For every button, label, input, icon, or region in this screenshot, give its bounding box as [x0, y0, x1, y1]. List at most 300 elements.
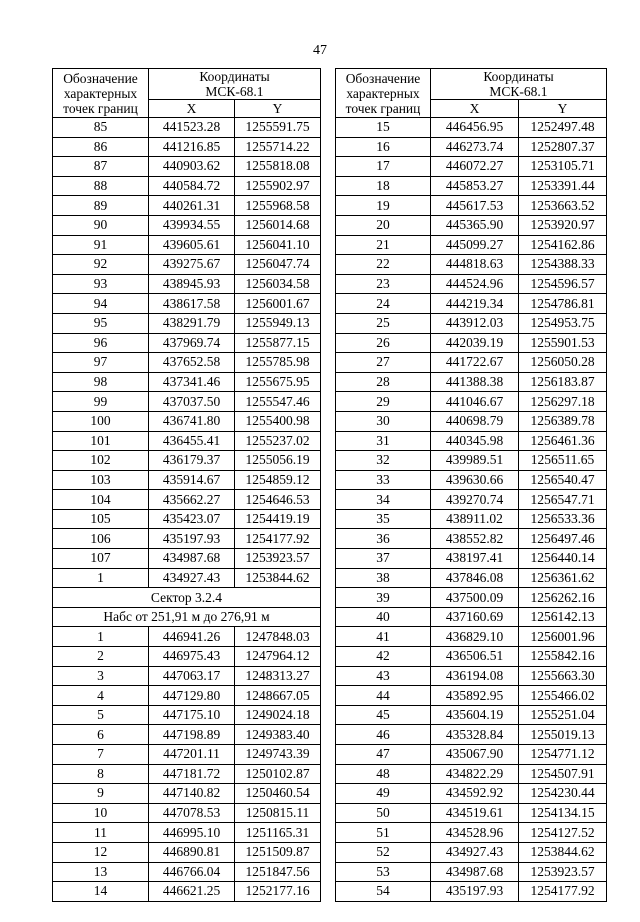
y-coordinate-cell: 1256050.28	[519, 353, 607, 373]
y-coordinate-cell: 1256511.65	[519, 451, 607, 471]
y-coordinate-cell: 1256540.47	[519, 470, 607, 490]
point-id-cell: 15	[336, 118, 431, 138]
y-coordinate-cell: 1255237.02	[235, 431, 321, 451]
table-row	[53, 196, 321, 216]
y-coordinate-cell: 1256034.58	[235, 274, 321, 294]
y-coordinate-cell: 1255400.98	[235, 411, 321, 431]
y-coordinate-cell: 1256440.14	[519, 549, 607, 569]
x-coordinate-cell: 446890.81	[149, 842, 235, 862]
x-coordinate-cell: 442039.19	[431, 333, 519, 353]
x-coordinate-cell: 441523.28	[149, 118, 235, 138]
y-coordinate-cell: 1256047.74	[235, 255, 321, 275]
table-row	[53, 274, 321, 294]
point-id-cell: 5	[53, 705, 149, 725]
table-row	[336, 686, 607, 706]
point-id-cell: 36	[336, 529, 431, 549]
x-column-header: X	[149, 100, 235, 118]
x-coordinate-cell: 446975.43	[149, 647, 235, 667]
x-coordinate-cell: 447078.53	[149, 803, 235, 823]
point-id-cell: 87	[53, 157, 149, 177]
y-coordinate-cell: 1253105.71	[519, 157, 607, 177]
x-coordinate-cell: 446941.26	[149, 627, 235, 647]
y-coordinate-cell: 1254786.81	[519, 294, 607, 314]
y-coordinate-cell: 1256001.96	[519, 627, 607, 647]
y-coordinate-cell: 1255949.13	[235, 313, 321, 333]
x-coordinate-cell: 435914.67	[149, 470, 235, 490]
table-row	[53, 666, 321, 686]
x-coordinate-cell: 441216.85	[149, 137, 235, 157]
table-row	[336, 784, 607, 804]
table-row	[53, 568, 321, 588]
y-coordinate-cell: 1250460.54	[235, 784, 321, 804]
point-id-cell: 102	[53, 451, 149, 471]
table-row	[336, 118, 607, 138]
x-coordinate-cell: 447129.80	[149, 686, 235, 706]
x-coordinate-cell: 445853.27	[431, 176, 519, 196]
table-row	[336, 588, 607, 608]
x-coordinate-cell: 447140.82	[149, 784, 235, 804]
y-coordinate-cell: 1255785.98	[235, 353, 321, 373]
point-id-cell: 90	[53, 215, 149, 235]
point-id-cell: 45	[336, 705, 431, 725]
x-coordinate-cell: 445617.53	[431, 196, 519, 216]
point-id-cell: 107	[53, 549, 149, 569]
point-id-cell: 104	[53, 490, 149, 510]
table-row	[53, 705, 321, 725]
table-row	[336, 529, 607, 549]
x-coordinate-cell: 447198.89	[149, 725, 235, 745]
x-coordinate-cell: 447063.17	[149, 666, 235, 686]
table-row	[336, 627, 607, 647]
x-coordinate-cell: 446456.95	[431, 118, 519, 138]
point-id-cell: 35	[336, 509, 431, 529]
y-coordinate-cell: 1254419.19	[235, 509, 321, 529]
table-row	[53, 392, 321, 412]
y-coordinate-cell: 1252497.48	[519, 118, 607, 138]
x-coordinate-cell: 436455.41	[149, 431, 235, 451]
x-coordinate-cell: 434987.68	[431, 862, 519, 882]
y-coordinate-cell: 1247964.12	[235, 647, 321, 667]
table-row	[336, 431, 607, 451]
coordinates-table-left	[52, 68, 321, 902]
y-coordinate-cell: 1255901.53	[519, 333, 607, 353]
x-coordinate-cell: 439934.55	[149, 215, 235, 235]
y-coordinate-cell: 1254134.15	[519, 803, 607, 823]
x-coordinate-cell: 435197.93	[431, 882, 519, 902]
point-id-cell: 39	[336, 588, 431, 608]
x-column-header: X	[431, 100, 519, 118]
point-id-cell: 16	[336, 137, 431, 157]
table-row	[336, 137, 607, 157]
point-id-cell: 4	[53, 686, 149, 706]
y-coordinate-cell: 1248313.27	[235, 666, 321, 686]
y-coordinate-cell: 1253920.97	[519, 215, 607, 235]
point-id-cell: 51	[336, 823, 431, 843]
x-coordinate-cell: 434987.68	[149, 549, 235, 569]
x-coordinate-cell: 444818.63	[431, 255, 519, 275]
table-row	[336, 392, 607, 412]
point-id-cell: 100	[53, 411, 149, 431]
point-id-cell: 46	[336, 725, 431, 745]
table-row	[336, 157, 607, 177]
x-coordinate-cell: 447201.11	[149, 745, 235, 765]
y-coordinate-cell: 1254162.86	[519, 235, 607, 255]
table-row	[53, 686, 321, 706]
y-coordinate-cell: 1256497.46	[519, 529, 607, 549]
point-id-cell: 32	[336, 451, 431, 471]
table-row	[53, 862, 321, 882]
x-coordinate-cell: 438197.41	[431, 549, 519, 569]
x-coordinate-cell: 435067.90	[431, 745, 519, 765]
page-number: 47	[313, 43, 327, 58]
coordinates-header	[149, 69, 321, 100]
point-id-cell: 42	[336, 647, 431, 667]
point-id-cell: 8	[53, 764, 149, 784]
y-coordinate-cell: 1255056.19	[235, 451, 321, 471]
table-row	[336, 862, 607, 882]
point-id-cell: 23	[336, 274, 431, 294]
x-coordinate-cell: 434528.96	[431, 823, 519, 843]
table-row	[53, 294, 321, 314]
point-id-cell: 25	[336, 313, 431, 333]
table-row	[336, 823, 607, 843]
y-coordinate-cell: 1256533.36	[519, 509, 607, 529]
x-coordinate-cell: 435423.07	[149, 509, 235, 529]
x-coordinate-cell: 440698.79	[431, 411, 519, 431]
table-row	[336, 176, 607, 196]
x-coordinate-cell: 444524.96	[431, 274, 519, 294]
designation-header	[336, 69, 431, 118]
table-row	[53, 549, 321, 569]
table-row	[336, 764, 607, 784]
designation-header-line: Обозначение	[345, 70, 421, 86]
point-id-cell: 54	[336, 882, 431, 902]
x-coordinate-cell: 446072.27	[431, 157, 519, 177]
table-row	[53, 725, 321, 745]
y-coordinate-cell: 1254859.12	[235, 470, 321, 490]
x-coordinate-cell: 440261.31	[149, 196, 235, 216]
x-coordinate-cell: 437341.46	[149, 372, 235, 392]
point-id-cell: 30	[336, 411, 431, 431]
point-id-cell: 28	[336, 372, 431, 392]
y-coordinate-cell: 1256361.62	[519, 568, 607, 588]
y-coordinate-cell: 1254388.33	[519, 255, 607, 275]
table-row	[53, 823, 321, 843]
table-row	[53, 313, 321, 333]
coordinates-header-line: Координаты	[483, 69, 554, 84]
point-id-cell: 27	[336, 353, 431, 373]
y-coordinate-cell: 1249743.39	[235, 745, 321, 765]
coordinates-header	[431, 69, 607, 100]
table-row	[53, 784, 321, 804]
x-coordinate-cell: 437500.09	[431, 588, 519, 608]
table-row	[53, 647, 321, 667]
point-id-cell: 7	[53, 745, 149, 765]
point-id-cell: 34	[336, 490, 431, 510]
point-id-cell: 3	[53, 666, 149, 686]
point-id-cell: 91	[53, 235, 149, 255]
x-coordinate-cell: 434927.43	[149, 568, 235, 588]
y-coordinate-cell: 1256461.36	[519, 431, 607, 451]
x-coordinate-cell: 436741.80	[149, 411, 235, 431]
y-coordinate-cell: 1254127.52	[519, 823, 607, 843]
table-row	[53, 745, 321, 765]
coordinates-header-line: Координаты	[199, 69, 270, 84]
table-row	[53, 451, 321, 471]
designation-header-line: точек границ	[63, 100, 138, 116]
table-row	[53, 157, 321, 177]
point-id-cell: 95	[53, 313, 149, 333]
point-id-cell: 47	[336, 745, 431, 765]
x-coordinate-cell: 443912.03	[431, 313, 519, 333]
point-id-cell: 98	[53, 372, 149, 392]
point-id-cell: 52	[336, 842, 431, 862]
point-id-cell: 106	[53, 529, 149, 549]
point-id-cell: 101	[53, 431, 149, 451]
y-coordinate-cell: 1256001.67	[235, 294, 321, 314]
point-id-cell: 2	[53, 647, 149, 667]
x-coordinate-cell: 435328.84	[431, 725, 519, 745]
table-row	[53, 137, 321, 157]
point-id-cell: 29	[336, 392, 431, 412]
designation-header-line: характерных	[346, 85, 420, 101]
table-row	[53, 333, 321, 353]
point-id-cell: 105	[53, 509, 149, 529]
y-coordinate-cell: 1255251.04	[519, 705, 607, 725]
point-id-cell: 50	[336, 803, 431, 823]
table-row	[336, 509, 607, 529]
table-row	[336, 666, 607, 686]
x-coordinate-cell: 444219.34	[431, 294, 519, 314]
x-coordinate-cell: 435892.95	[431, 686, 519, 706]
x-coordinate-cell: 437160.69	[431, 607, 519, 627]
x-coordinate-cell: 441046.67	[431, 392, 519, 412]
y-coordinate-cell: 1255818.08	[235, 157, 321, 177]
point-id-cell: 43	[336, 666, 431, 686]
x-coordinate-cell: 435662.27	[149, 490, 235, 510]
x-coordinate-cell: 436829.10	[431, 627, 519, 647]
y-coordinate-cell: 1253844.62	[235, 568, 321, 588]
table-row	[53, 431, 321, 451]
table-row	[336, 451, 607, 471]
y-coordinate-cell: 1254953.75	[519, 313, 607, 333]
point-id-cell: 86	[53, 137, 149, 157]
x-coordinate-cell: 437037.50	[149, 392, 235, 412]
section-row	[53, 588, 321, 608]
table-row	[336, 549, 607, 569]
table-row	[336, 607, 607, 627]
x-coordinate-cell: 438617.58	[149, 294, 235, 314]
y-coordinate-cell: 1254596.57	[519, 274, 607, 294]
y-coordinate-cell: 1255877.15	[235, 333, 321, 353]
point-id-cell: 41	[336, 627, 431, 647]
y-coordinate-cell: 1252807.37	[519, 137, 607, 157]
y-coordinate-cell: 1254646.53	[235, 490, 321, 510]
x-coordinate-cell: 438291.79	[149, 313, 235, 333]
y-coordinate-cell: 1255547.46	[235, 392, 321, 412]
point-id-cell: 18	[336, 176, 431, 196]
x-coordinate-cell: 445365.90	[431, 215, 519, 235]
x-coordinate-cell: 447175.10	[149, 705, 235, 725]
x-coordinate-cell: 437846.08	[431, 568, 519, 588]
table-row	[336, 196, 607, 216]
table-row	[53, 215, 321, 235]
table-row	[336, 470, 607, 490]
x-coordinate-cell: 434822.29	[431, 764, 519, 784]
point-id-cell: 48	[336, 764, 431, 784]
point-id-cell: 40	[336, 607, 431, 627]
table-row	[53, 764, 321, 784]
table-row	[53, 529, 321, 549]
coordinates-header-line: МСК-68.1	[205, 84, 264, 99]
point-id-cell: 20	[336, 215, 431, 235]
table-row	[336, 353, 607, 373]
point-id-cell: 21	[336, 235, 431, 255]
table-row	[336, 647, 607, 667]
point-id-cell: 12	[53, 842, 149, 862]
table-row	[53, 118, 321, 138]
x-coordinate-cell: 439989.51	[431, 451, 519, 471]
coordinates-table-right	[335, 68, 607, 902]
y-coordinate-cell: 1250815.11	[235, 803, 321, 823]
y-coordinate-cell: 1254507.91	[519, 764, 607, 784]
point-id-cell: 19	[336, 196, 431, 216]
y-coordinate-cell: 1250102.87	[235, 764, 321, 784]
y-column-header: Y	[519, 100, 607, 118]
table-row	[53, 255, 321, 275]
table-row	[53, 470, 321, 490]
point-id-cell: 6	[53, 725, 149, 745]
designation-header-line: точек границ	[345, 100, 421, 116]
y-coordinate-cell: 1256183.87	[519, 372, 607, 392]
point-id-cell: 97	[53, 353, 149, 373]
x-coordinate-cell: 434592.92	[431, 784, 519, 804]
y-coordinate-cell: 1256041.10	[235, 235, 321, 255]
designation-header	[53, 69, 149, 118]
point-id-cell: 13	[53, 862, 149, 882]
y-coordinate-cell: 1255968.58	[235, 196, 321, 216]
table-row	[336, 274, 607, 294]
x-coordinate-cell: 438552.82	[431, 529, 519, 549]
table-row	[336, 725, 607, 745]
y-coordinate-cell: 1252177.16	[235, 882, 321, 902]
point-id-cell: 31	[336, 431, 431, 451]
point-id-cell: 24	[336, 294, 431, 314]
y-coordinate-cell: 1247848.03	[235, 627, 321, 647]
x-coordinate-cell: 435604.19	[431, 705, 519, 725]
point-id-cell: 37	[336, 549, 431, 569]
x-coordinate-cell: 446766.04	[149, 862, 235, 882]
table-row	[336, 313, 607, 333]
y-coordinate-cell: 1256389.78	[519, 411, 607, 431]
point-id-cell: 85	[53, 118, 149, 138]
x-coordinate-cell: 438911.02	[431, 509, 519, 529]
x-coordinate-cell: 439275.67	[149, 255, 235, 275]
x-coordinate-cell: 439605.61	[149, 235, 235, 255]
x-coordinate-cell: 437969.74	[149, 333, 235, 353]
table-row	[336, 255, 607, 275]
x-coordinate-cell: 435197.93	[149, 529, 235, 549]
x-coordinate-cell: 446995.10	[149, 823, 235, 843]
point-id-cell: 1	[53, 627, 149, 647]
x-coordinate-cell: 438945.93	[149, 274, 235, 294]
y-coordinate-cell: 1255714.22	[235, 137, 321, 157]
point-id-cell: 99	[53, 392, 149, 412]
x-coordinate-cell: 434927.43	[431, 842, 519, 862]
point-id-cell: 96	[53, 333, 149, 353]
designation-header-line: характерных	[63, 85, 138, 101]
x-coordinate-cell: 440903.62	[149, 157, 235, 177]
x-coordinate-cell: 436179.37	[149, 451, 235, 471]
y-coordinate-cell: 1251847.56	[235, 862, 321, 882]
point-id-cell: 103	[53, 470, 149, 490]
y-coordinate-cell: 1254771.12	[519, 745, 607, 765]
x-coordinate-cell: 441388.38	[431, 372, 519, 392]
table-row	[53, 509, 321, 529]
point-id-cell: 88	[53, 176, 149, 196]
coordinates-header-line: МСК-68.1	[489, 84, 548, 99]
point-id-cell: 93	[53, 274, 149, 294]
table-row	[336, 215, 607, 235]
point-id-cell: 53	[336, 862, 431, 882]
y-coordinate-cell: 1249383.40	[235, 725, 321, 745]
x-coordinate-cell: 446273.74	[431, 137, 519, 157]
table-row	[336, 490, 607, 510]
table-row	[53, 882, 321, 902]
x-coordinate-cell: 439630.66	[431, 470, 519, 490]
point-id-cell: 11	[53, 823, 149, 843]
y-coordinate-cell: 1249024.18	[235, 705, 321, 725]
table-row	[336, 705, 607, 725]
table-row	[53, 627, 321, 647]
table-row	[336, 842, 607, 862]
y-coordinate-cell: 1248667.05	[235, 686, 321, 706]
point-id-cell: 17	[336, 157, 431, 177]
point-id-cell: 49	[336, 784, 431, 804]
point-id-cell: 1	[53, 568, 149, 588]
section-title: Сектор 3.2.4	[53, 588, 321, 608]
y-coordinate-cell: 1253663.52	[519, 196, 607, 216]
x-coordinate-cell: 439270.74	[431, 490, 519, 510]
table-row	[53, 842, 321, 862]
y-coordinate-cell: 1253923.57	[235, 549, 321, 569]
table-row	[53, 235, 321, 255]
y-coordinate-cell: 1253844.62	[519, 842, 607, 862]
table-row	[336, 568, 607, 588]
y-coordinate-cell: 1253923.57	[519, 862, 607, 882]
table-row	[336, 235, 607, 255]
table-row	[53, 411, 321, 431]
x-coordinate-cell: 445099.27	[431, 235, 519, 255]
point-id-cell: 38	[336, 568, 431, 588]
point-id-cell: 14	[53, 882, 149, 902]
y-coordinate-cell: 1256142.13	[519, 607, 607, 627]
y-coordinate-cell: 1255902.97	[235, 176, 321, 196]
designation-header-line: Обозначение	[63, 70, 138, 86]
table-row	[53, 372, 321, 392]
section-subtitle: Набс от 251,91 м до 276,91 м	[53, 607, 321, 627]
table-row	[53, 490, 321, 510]
table-row	[53, 176, 321, 196]
point-id-cell: 26	[336, 333, 431, 353]
point-id-cell: 44	[336, 686, 431, 706]
y-column-header: Y	[235, 100, 321, 118]
table-row	[336, 882, 607, 902]
y-coordinate-cell: 1254177.92	[235, 529, 321, 549]
point-id-cell: 33	[336, 470, 431, 490]
x-coordinate-cell: 447181.72	[149, 764, 235, 784]
y-coordinate-cell: 1254177.92	[519, 882, 607, 902]
